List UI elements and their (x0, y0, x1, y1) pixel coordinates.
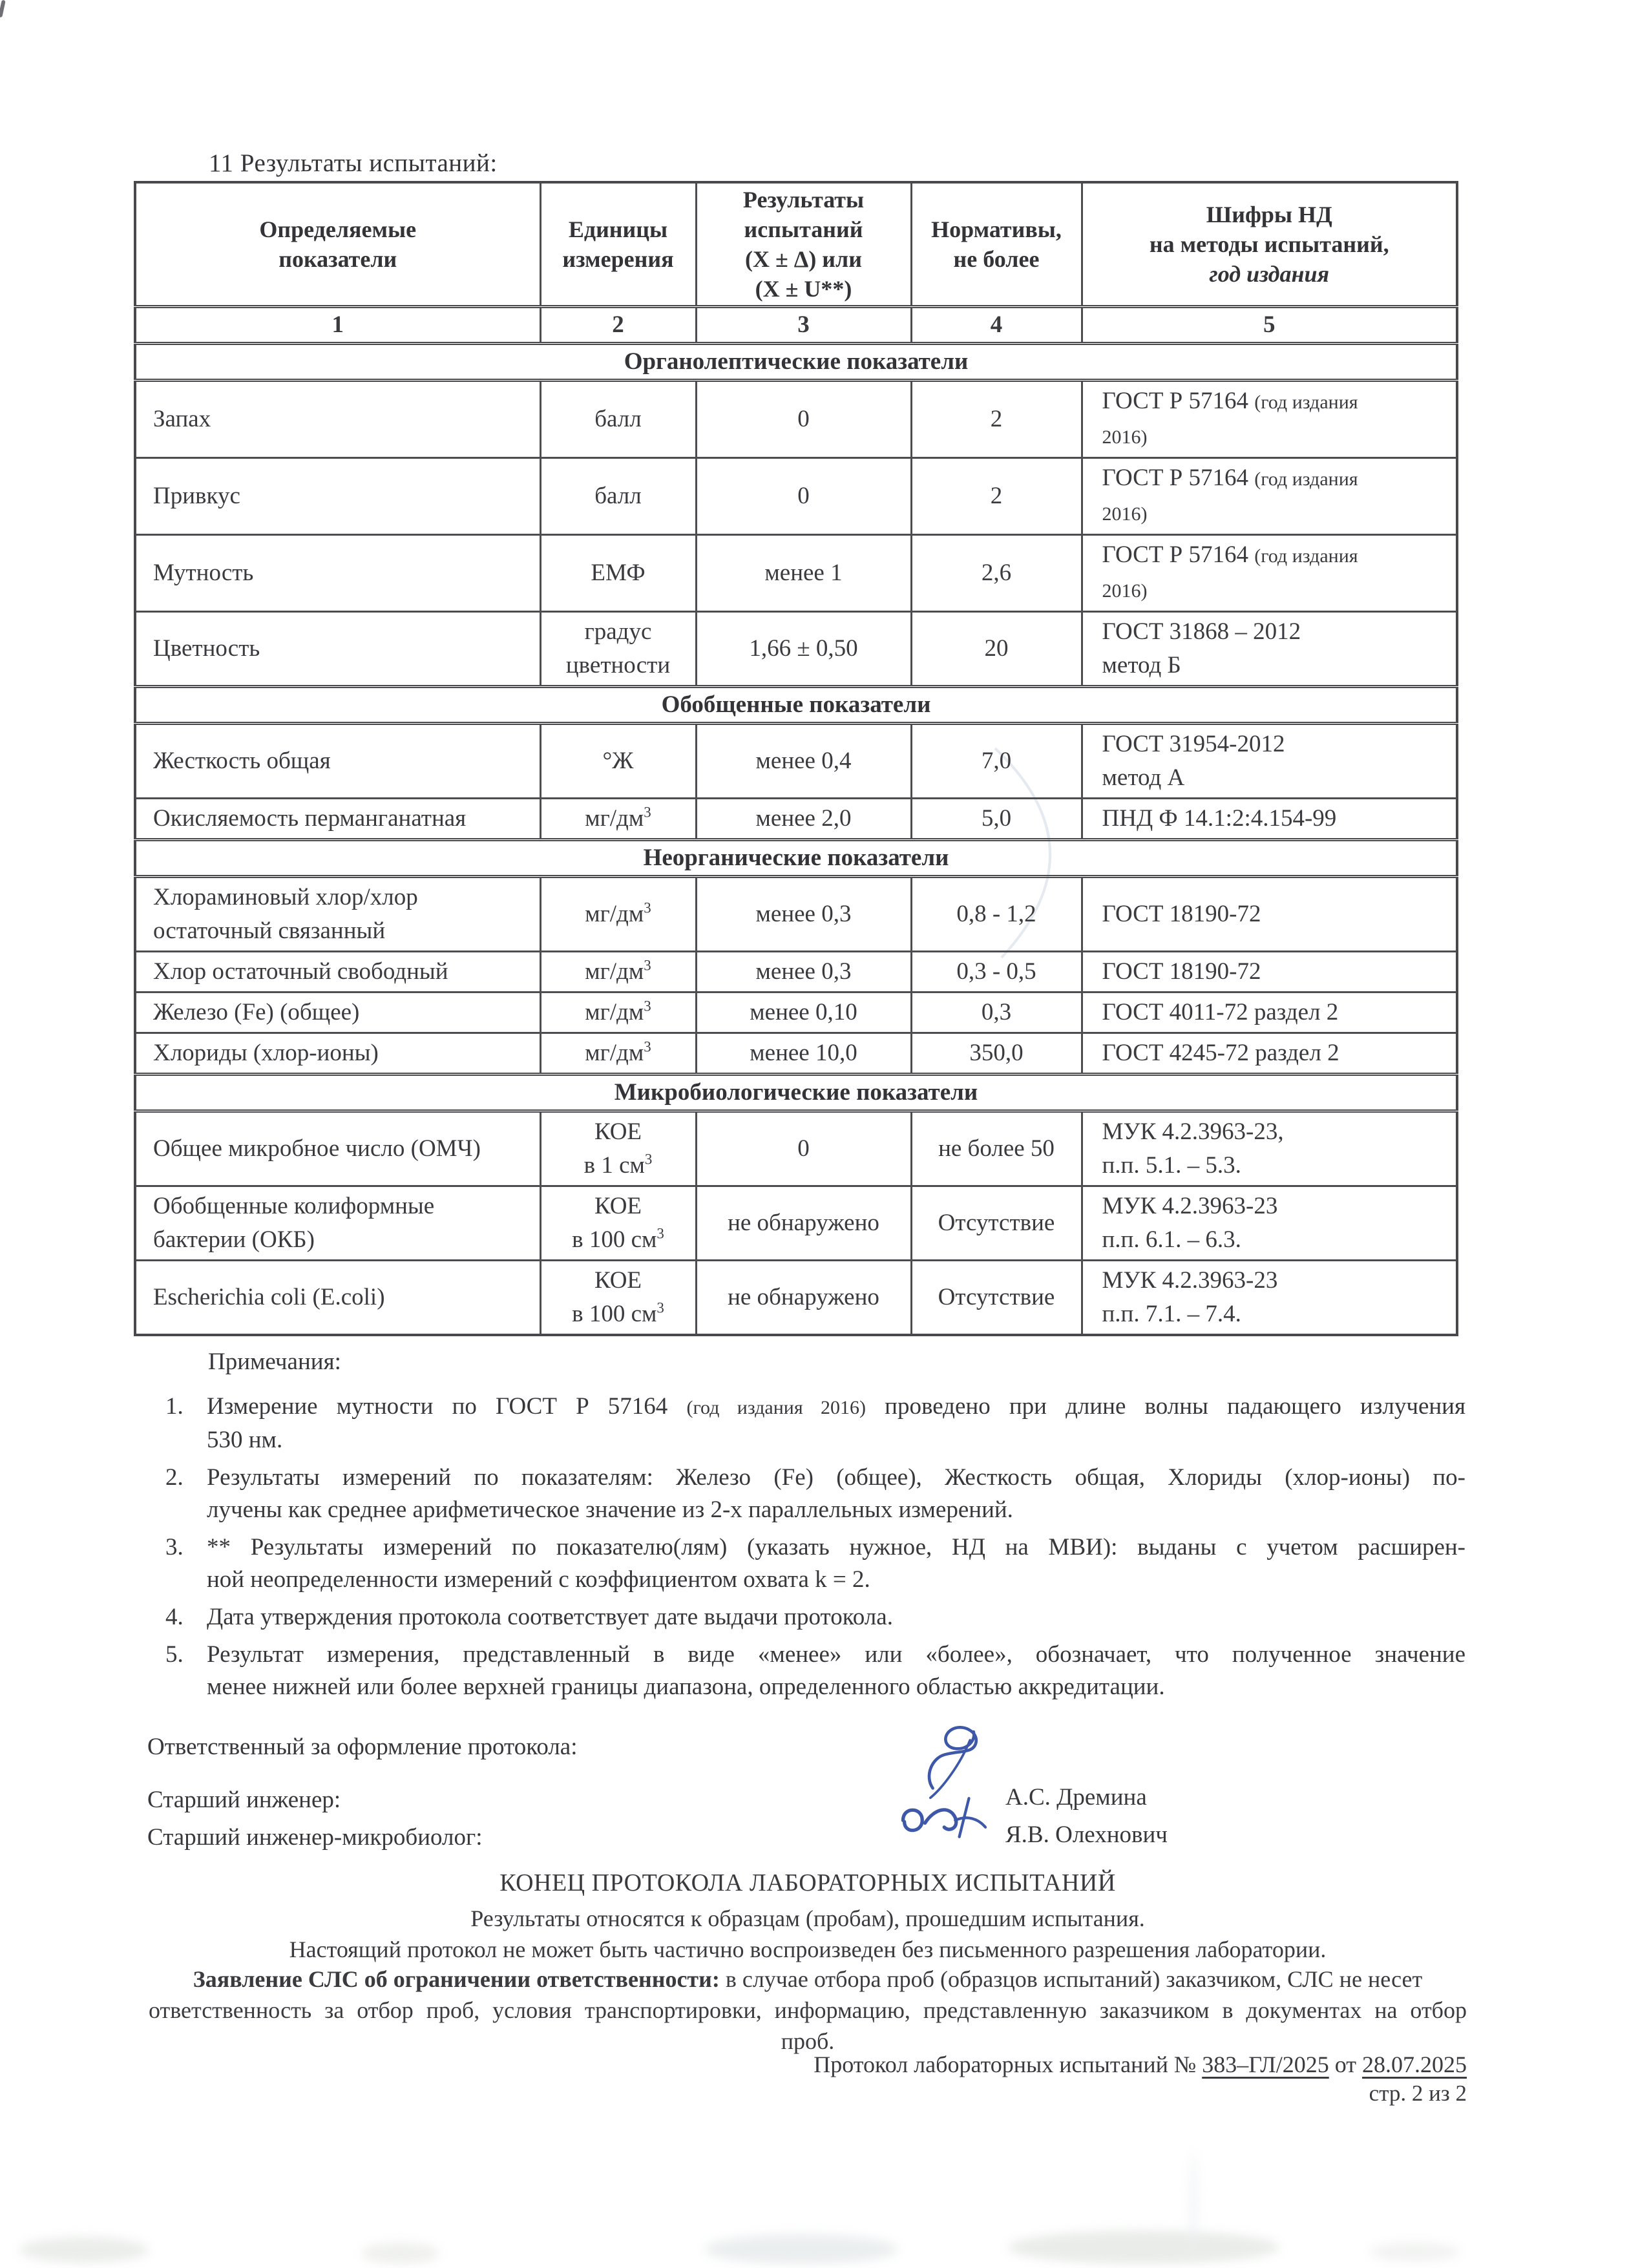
table-row (135, 612, 1457, 687)
cell: 7,0 (911, 724, 1082, 799)
cell: менее 10,0 (696, 1033, 911, 1075)
table-row (135, 877, 1457, 952)
cell: МУК 4.2.3963-23 п.п. 6.1. – 6.3. (1082, 1186, 1457, 1261)
section-row (135, 1075, 1457, 1111)
column-number: 4 (911, 307, 1082, 344)
scan-smudge (704, 2234, 898, 2264)
header-row (135, 182, 1457, 307)
column-header: Нормативы, не более (911, 182, 1082, 307)
section-heading: 11 Результаты испытаний: (209, 149, 498, 177)
column-number: 1 (135, 307, 540, 344)
cell: 0 (696, 1111, 911, 1186)
cell: не более 50 (911, 1111, 1082, 1186)
column-number: 5 (1082, 307, 1457, 344)
cell: ГОСТ 31868 – 2012 метод Б (1082, 612, 1457, 687)
scan-smudge (1189, 2152, 1198, 2255)
cell: 2,6 (911, 535, 1082, 612)
cell: менее 2,0 (696, 799, 911, 840)
results-scope-line: Результаты относятся к образцам (пробам), прошедшим испытания. (470, 1906, 1145, 1931)
section-row (135, 344, 1457, 381)
cell: Запах (135, 381, 540, 458)
cell: Отсутствие (911, 1261, 1082, 1336)
cell: °Ж (540, 724, 696, 799)
scan-smudge (19, 2237, 149, 2263)
cell: менее 1 (696, 535, 911, 612)
table-row (135, 535, 1457, 612)
cell: Мутность (135, 535, 540, 612)
note-number: 5. (165, 1641, 184, 1668)
cell: градус цветности (540, 612, 696, 687)
cell: менее 0,3 (696, 952, 911, 992)
table-row (135, 1261, 1457, 1336)
note-item (165, 1639, 1465, 1703)
cell: Escherichia coli (E.coli) (135, 1261, 540, 1336)
note-item (165, 1601, 1465, 1633)
table-body (135, 344, 1457, 1336)
reproduction-line: Настоящий протокол не может быть частично воспроизведен без письменного разрешения лаборатории. (289, 1937, 1327, 1962)
table-row (135, 799, 1457, 840)
cell: КОЕ в 100 $см^3$ (540, 1186, 696, 1261)
cell: Хлориды (хлор-ионы) (135, 1033, 540, 1075)
cell: Хлор остаточный свободный (135, 952, 540, 992)
cell: 2 (911, 458, 1082, 535)
cell: менее 0,10 (696, 992, 911, 1033)
scan-smudge (362, 2242, 439, 2264)
responsible-label: Ответственный за оформление протокола: (147, 1734, 578, 1760)
table-row (135, 724, 1457, 799)
signature-dremina (893, 1716, 1016, 1800)
cell: ГОСТ Р 57164 (год издания 2016) (1082, 381, 1457, 458)
cell: Привкус (135, 458, 540, 535)
column-header: Определяемые показатели (135, 182, 540, 307)
note-text: ** Результаты измерений по показателю(лям) (указать нужное, НД на МВИ): выданы с учетом расширен- ной неопределенности измерений с коэффициентом охвата k = 2. (207, 1534, 1465, 1593)
table-row (135, 952, 1457, 992)
cell: ГОСТ 31954-2012 метод А (1082, 724, 1457, 799)
section-row (135, 687, 1457, 724)
column-number: 2 (540, 307, 696, 344)
note-text: Результат измерения, представленный в виде «менее» или «более», обозначает, что полученное значение менее нижней или более верхней границы диапазона, определенного областью аккредитации. (207, 1641, 1465, 1700)
cell: ГОСТ 4245-72 раздел 2 (1082, 1033, 1457, 1075)
column-header: Единицы измерения (540, 182, 696, 307)
cell: 0 (696, 381, 911, 458)
cell: Цветность (135, 612, 540, 687)
scan-smudge (1370, 2242, 1460, 2262)
cell: 350,0 (911, 1033, 1082, 1075)
cell: КОЕ в 1 $см^3$ (540, 1111, 696, 1186)
signatory-name: А.С. Дремина (1005, 1784, 1147, 1811)
end-of-protocol-line: КОНЕЦ ПРОТОКОЛА ЛАБОРАТОРНЫХ ИСПЫТАНИЙ (499, 1869, 1116, 1896)
cell: ГОСТ 4011-72 раздел 2 (1082, 992, 1457, 1033)
cell: Жесткость общая (135, 724, 540, 799)
table-row (135, 1186, 1457, 1261)
cell: 0,3 (911, 992, 1082, 1033)
table-row (135, 381, 1457, 458)
section-title: Неорганические показатели (135, 840, 1457, 877)
note-text: Дата утверждения протокола соответствует дате выдачи протокола. (207, 1604, 893, 1630)
cell: Отсутствие (911, 1186, 1082, 1261)
cell: Общее микробное число (ОМЧ) (135, 1111, 540, 1186)
cell: не обнаружено (696, 1261, 911, 1336)
cell: ГОСТ 18190-72 (1082, 877, 1457, 952)
cell: 1,66 ± 0,50 (696, 612, 911, 687)
column-number: 3 (696, 307, 911, 344)
note-number: 4. (165, 1604, 184, 1630)
cell: менее 0,4 (696, 724, 911, 799)
cell: балл (540, 381, 696, 458)
scan-smudge (1008, 2231, 1279, 2264)
cell: $мг/дм^3$ (540, 952, 696, 992)
cell: Обобщенные колиформные бактерии (ОКБ) (135, 1186, 540, 1261)
note-text: Результаты измерений по показателям: Железо (Fe) (общее), Жесткость общая, Хлориды (хлор-ионы) по- лучены как среднее арифметическое значение из 2-х параллельных измерений. (207, 1464, 1465, 1523)
protocol-number-line: Протокол лабораторных испытаний № 383–ГЛ/2025 от 28.07.2025 (814, 2052, 1467, 2077)
cell: 0 (696, 458, 911, 535)
column-header: Результаты испытаний (Х ± Δ) или (Х ± U**) (696, 182, 911, 307)
table-row (135, 1111, 1457, 1186)
cell: 20 (911, 612, 1082, 687)
cell: балл (540, 458, 696, 535)
cell: ГОСТ Р 57164 (год издания 2016) (1082, 535, 1457, 612)
note-text: Измерение мутности по ГОСТ Р 57164 (год издания 2016) проведено при длине волны падающего излучения 530 нм. (207, 1393, 1465, 1453)
note-item (165, 1462, 1465, 1526)
cell: МУК 4.2.3963-23 п.п. 7.1. – 7.4. (1082, 1261, 1457, 1336)
cell: МУК 4.2.3963-23, п.п. 5.1. – 5.3. (1082, 1111, 1457, 1186)
cell: 0,3 - 0,5 (911, 952, 1082, 992)
column-header: Шифры НД на методы испытаний, год издания (1082, 182, 1457, 307)
cell: $мг/дм^3$ (540, 1033, 696, 1075)
disclaimer-line: ответственность за отбор проб, условия транспортировки, информацию, представленную заказчиком в документах на отбор (149, 1997, 1467, 2023)
table-row (135, 458, 1457, 535)
signature-olekhnovich (887, 1786, 996, 1851)
note-item (165, 1531, 1465, 1596)
table-row (135, 1033, 1457, 1075)
cell: не обнаружено (696, 1186, 911, 1261)
disclaimer-line: проб. (781, 2028, 835, 2054)
cell: 2 (911, 381, 1082, 458)
disclaimer-line: Заявление СЛС об ограничении ответственности: в случае отбора проб (образцов испытаний) заказчиком, СЛС не несет (193, 1966, 1423, 1992)
table-head (135, 182, 1457, 344)
cell: ЕМФ (540, 535, 696, 612)
cell: ГОСТ Р 57164 (год издания 2016) (1082, 458, 1457, 535)
section-title: Обобщенные показатели (135, 687, 1457, 724)
signatory-name: Я.В. Олехнович (1005, 1822, 1168, 1848)
cell: $мг/дм^3$ (540, 799, 696, 840)
section-title: Микробиологические показатели (135, 1075, 1457, 1111)
cell: Хлораминовый хлор/хлор остаточный связанный (135, 877, 540, 952)
note-number: 3. (165, 1534, 184, 1560)
cell: 5,0 (911, 799, 1082, 840)
cell: $мг/дм^3$ (540, 992, 696, 1033)
column-numbers-row (135, 307, 1457, 344)
cell: менее 0,3 (696, 877, 911, 952)
notes-label: Примечания: (208, 1349, 341, 1375)
cell: ПНД Ф 14.1:2:4.154-99 (1082, 799, 1457, 840)
note-number: 1. (165, 1393, 184, 1420)
results-table (134, 181, 1458, 1336)
section-title: Органолептические показатели (135, 344, 1457, 381)
signatory-role: Старший инженер-микробиолог: (147, 1824, 483, 1851)
page-number: стр. 2 из 2 (1369, 2081, 1467, 2106)
scan-speck (0, 0, 6, 17)
notes-list (165, 1391, 1465, 1708)
signatory-role: Старший инженер: (147, 1787, 341, 1813)
results-table-wrap (134, 181, 1456, 1336)
note-number: 2. (165, 1464, 184, 1491)
cell: $мг/дм^3$ (540, 877, 696, 952)
cell: Окисляемость перманганатная (135, 799, 540, 840)
cell: 0,8 - 1,2 (911, 877, 1082, 952)
table-row (135, 992, 1457, 1033)
cell: ГОСТ 18190-72 (1082, 952, 1457, 992)
cell: Железо (Fe) (общее) (135, 992, 540, 1033)
note-item (165, 1391, 1465, 1456)
cell: КОЕ в 100 $см^3$ (540, 1261, 696, 1336)
section-row (135, 840, 1457, 877)
